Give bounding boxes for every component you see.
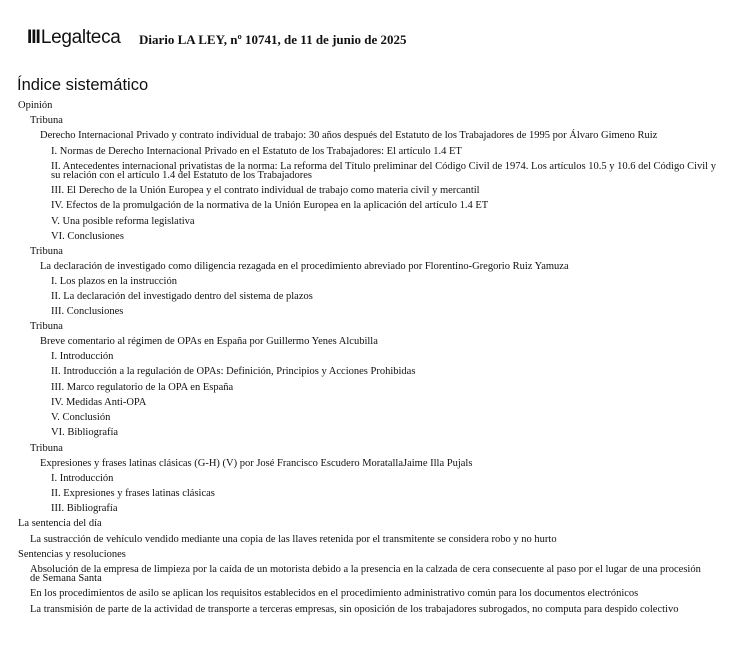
legalteca-logo (27, 27, 121, 49)
article-subsection[interactable]: VI. Bibliografía (51, 427, 119, 438)
article-subsection[interactable]: III. Conclusiones (51, 306, 124, 317)
article-subsection[interactable]: V. Una posible reforma legislativa (51, 216, 195, 227)
article-subsection[interactable]: II. La declaración del investigado dentro del sistema de plazos (51, 291, 313, 302)
sentence-item[interactable]: La sustracción de vehículo vendido mediante una copia de las llaves retenida por el transmitente se considera robo y no hurto (30, 534, 557, 545)
article-subsection[interactable]: II. Expresiones y frases latinas clásicas (51, 488, 215, 499)
article-subsection-continued[interactable]: su relación con el artículo 1.4 del Estatuto de los Trabajadores (51, 170, 312, 181)
article-subsection[interactable]: II. Antecedentes internacional privatistas de la norma: La reforma del Título preliminar del Código Civil de 1974. Los artículos 10.5 y 10.6 del Código Civil y (51, 161, 716, 172)
section-sentencias-resoluciones[interactable]: Sentencias y resoluciones (18, 549, 126, 560)
article-title[interactable]: Derecho Internacional Privado y contrato individual de trabajo: 30 años después del Estatuto de los Trabajadores de 1995 por Álvaro Gimeno Ruiz (40, 130, 658, 141)
subsection-tribuna[interactable]: Tribuna (30, 321, 63, 332)
article-subsection[interactable]: IV. Medidas Anti-OPA (51, 397, 147, 408)
resolution-item[interactable]: Absolución de la empresa de limpieza por la caída de un motorista debido a la presencia en la calzada de cera consecuente al paso por el lugar de una procesión (30, 564, 701, 575)
article-subsection[interactable]: III. El Derecho de la Unión Europea y el contrato individual de trabajo como materia civil y mercantil (51, 185, 480, 196)
article-subsection[interactable]: VI. Conclusiones (51, 231, 124, 242)
resolution-item[interactable]: En los procedimientos de asilo se aplican los requisitos establecidos en el procedimiento administrativo común para los documentos electrónicos (30, 588, 639, 599)
article-subsection[interactable]: I. Introducción (51, 351, 114, 362)
logo-bars: III (27, 27, 40, 48)
article-subsection[interactable]: IV. Efectos de la promulgación de la normativa de la Unión Europea en la aplicación del artículo 1.4 ET (51, 200, 489, 211)
article-subsection[interactable]: I. Los plazos en la instrucción (51, 276, 177, 287)
resolution-item[interactable]: La transmisión de parte de la actividad de transporte a terceras empresas, sin oposición de los trabajadores subrogados, no computa para despido colectivo (30, 604, 679, 615)
page-title: Índice sistemático (17, 76, 149, 94)
subsection-tribuna[interactable]: Tribuna (30, 115, 63, 126)
section-opinion[interactable]: Opinión (18, 100, 53, 111)
logo-text: Legalteca (40, 27, 121, 48)
section-sentencia-del-dia[interactable]: La sentencia del día (18, 518, 102, 529)
page-header (27, 27, 727, 53)
article-subsection[interactable]: III. Marco regulatorio de la OPA en España (51, 382, 234, 393)
publication-info: Diario LA LEY, nº 10741, de 11 de junio de 2025 (139, 32, 407, 47)
article-subsection[interactable]: II. Introducción a la regulación de OPAs: Definición, Principios y Acciones Prohibidas (51, 366, 416, 377)
article-subsection[interactable]: I. Normas de Derecho Internacional Privado en el Estatuto de los Trabajadores: El artículo 1.4 ET (51, 146, 462, 157)
resolution-item-continued[interactable]: de Semana Santa (30, 573, 102, 584)
article-subsection[interactable]: V. Conclusión (51, 412, 111, 423)
article-title[interactable]: Breve comentario al régimen de OPAs en España por Guillermo Yenes Alcubilla (40, 336, 378, 347)
article-subsection[interactable]: III. Bibliografía (51, 503, 118, 514)
article-title[interactable]: Expresiones y frases latinas clásicas (G-H) (V) por José Francisco Escudero MoratallaJaime Illa Pujals (40, 458, 473, 469)
article-title[interactable]: La declaración de investigado como diligencia rezagada en el procedimiento abreviado por Florentino-Gregorio Ruiz Yamuza (40, 261, 569, 272)
article-subsection[interactable]: I. Introducción (51, 473, 114, 484)
subsection-tribuna[interactable]: Tribuna (30, 443, 63, 454)
subsection-tribuna[interactable]: Tribuna (30, 246, 63, 257)
